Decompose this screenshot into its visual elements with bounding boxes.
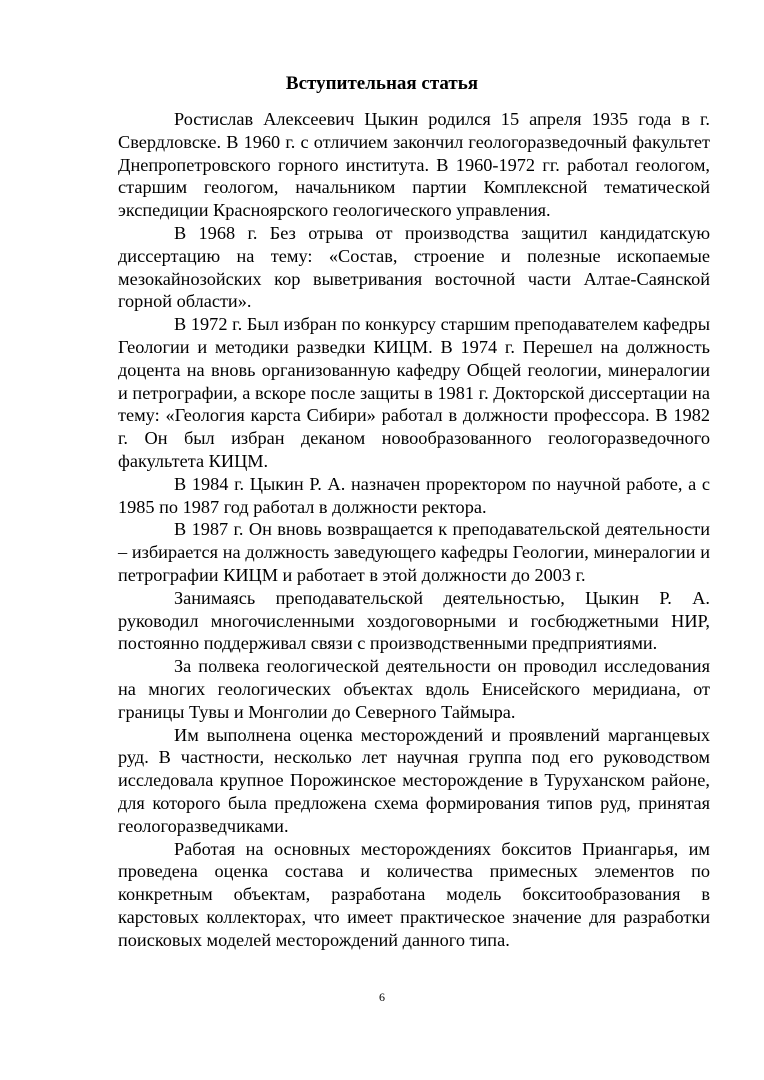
paragraph-biography-intro: Ростислав Алексеевич Цыкин родился 15 апреля 1935 года в г. Свердловске. В 1960 г. с отличием закончил геологоразведочный факультет Днепропетровского горного института. В 1960-1972 гг. работал геологом, старшим геологом, начальником партии Комплексной тематической экспедиции Красноярского геологического управления.: [118, 109, 710, 221]
page-title: Вступительная статья: [285, 73, 479, 94]
paragraph-kicm-career: В 1972 г. Был избран по конкурсу старшим преподавателем кафедры Геологии и методики разведки КИЦМ. В 1974 г. Перешел на должность доцента на вновь организованную кафедру Общей геологии, минералогии и петрографии, а вскоре после защиты в 1981 г. Докторской диссертации на тему: «Геология карста Сибири» работал в должности профессора. В 1982 г. Он был избран деканом новообразованного геологоразведочного факультета КИЦМ.: [118, 314, 710, 471]
paragraph-candidate-dissertation: В 1968 г. Без отрыва от производства защитил кандидатскую диссертацию на тему: «Состав, строение и полезные ископаемые мезокайнозойских кор выветривания восточной части Алтае-Саянской горной области».: [118, 222, 710, 312]
paragraph-research-work: Занимаясь преподавательской деятельностью, Цыкин Р. А. руководил многочисленными хоздоговорными и госбюджетными НИР, постоянно поддерживал связи с производственными предприятиями.: [118, 587, 710, 654]
paragraph-department-head: В 1987 г. Он вновь возвращается к преподавательской деятельности – избирается на должность заведующего кафедры Геологии, минералогии и петрографии КИЦМ и работает в этой должности до 2003 г.: [118, 519, 710, 585]
paragraph-manganese-ores: Им выполнена оценка месторождений и проявлений марганцевых руд. В частности, несколько лет научная группа под его руководством исследовала крупное Порожинское месторождение в Туруханском районе, для которого была предложена схема формирования типов руд, принятая геологоразведчиками.: [118, 724, 710, 836]
paragraph-field-research: За полвека геологической деятельности он проводил исследования на многих геологических объектах вдоль Енисейского меридиана, от границы Тувы и Монголии до Северного Таймыра.: [118, 656, 710, 722]
article-body: [118, 108, 710, 951]
page-number: 6: [379, 990, 385, 1004]
paragraph-bauxite-deposits: Работая на основных месторождениях бокситов Приангарья, им проведена оценка состава и количества примесных элементов по конкретным объектам, разработана модель бокситообразования в карстовых коллекторах, что имеет практическое значение для разработки поисковых моделей месторождений данного типа.: [118, 838, 710, 950]
paragraph-rector: В 1984 г. Цыкин Р. А. назначен проректором по научной работе, а с 1985 по 1987 год работал в должности ректора.: [118, 473, 710, 517]
